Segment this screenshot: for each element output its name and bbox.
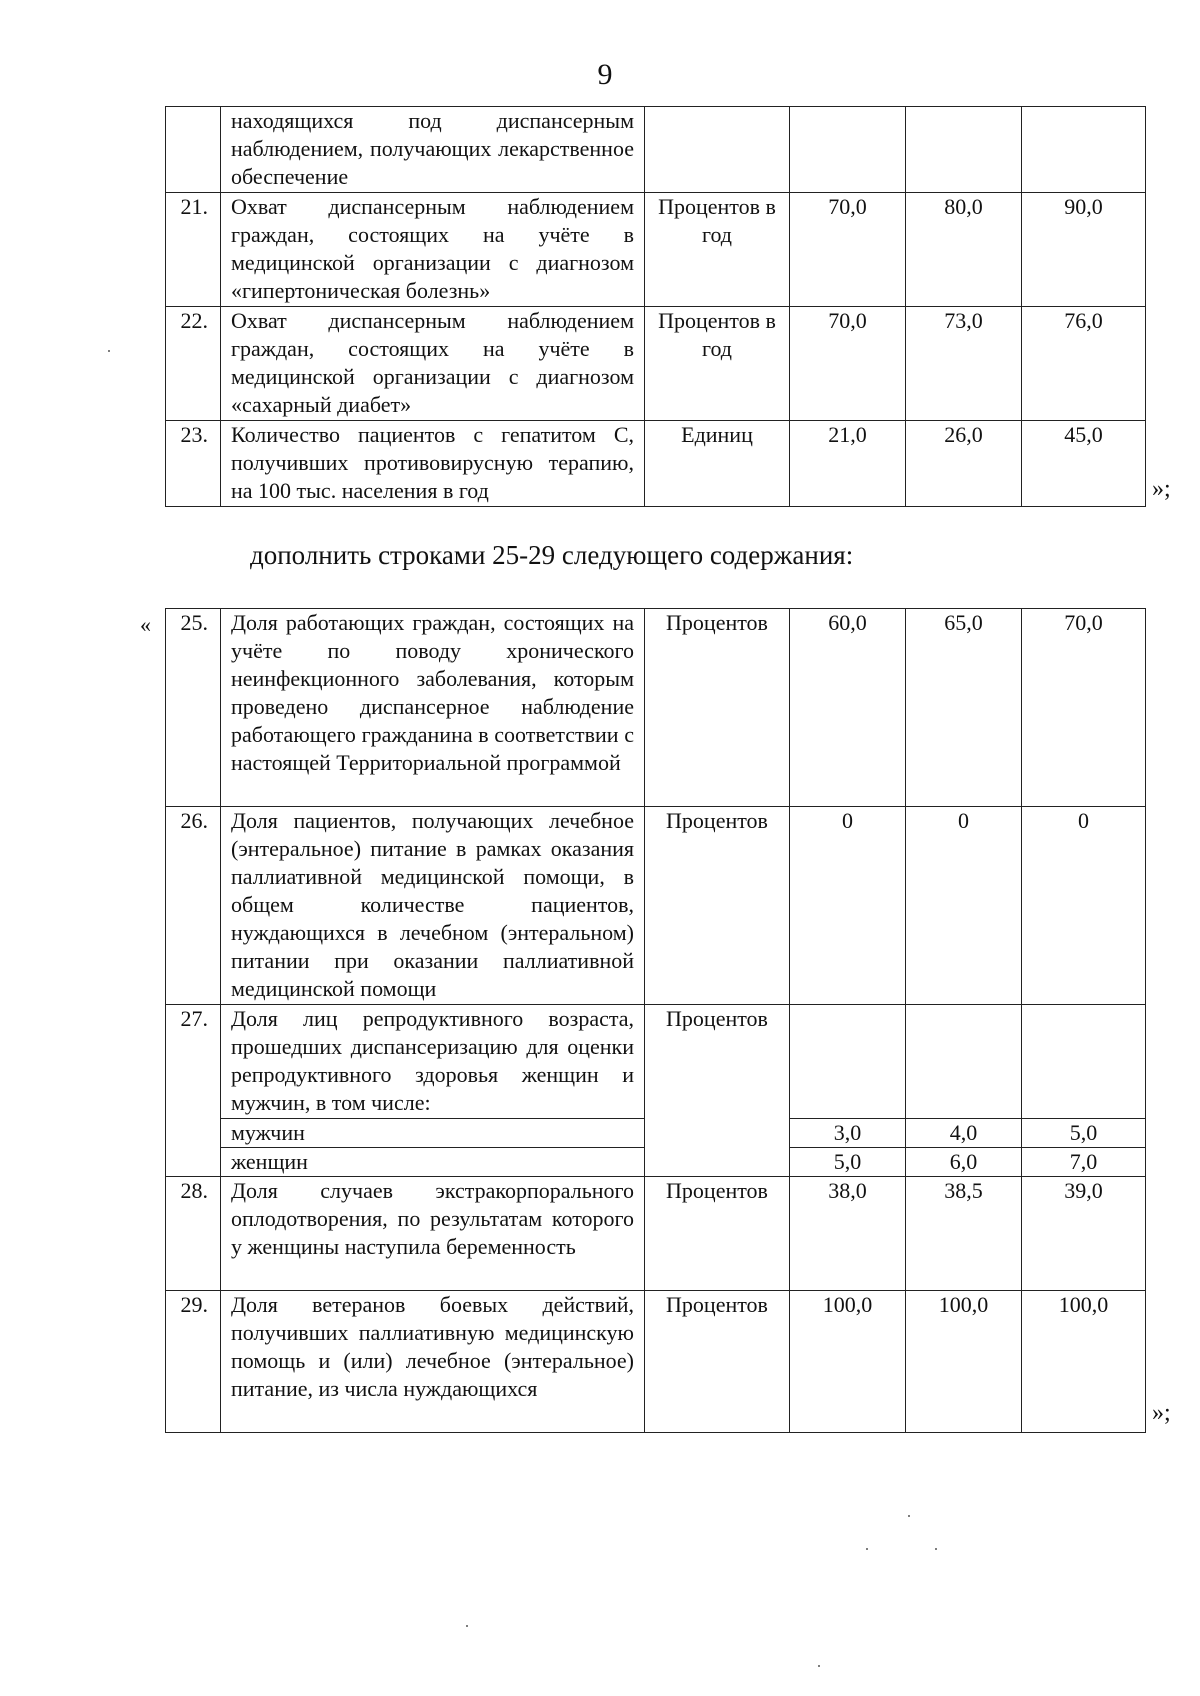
table-row <box>166 807 1146 1005</box>
value-year-2: 38,5 <box>906 1177 1022 1291</box>
value-year-3: 70,0 <box>1022 609 1146 807</box>
value-year-1 <box>790 107 906 193</box>
table-row <box>166 307 1146 421</box>
closing-quote: »; <box>1152 1400 1171 1426</box>
indicators-table-additions <box>165 608 1146 1433</box>
unit: Процентов <box>645 1291 790 1433</box>
value-year-2: 6,0 <box>906 1148 1022 1177</box>
value-year-2: 26,0 <box>906 421 1022 507</box>
value-year-1: 70,0 <box>790 193 906 307</box>
row-number: 22. <box>166 307 221 421</box>
scan-speck <box>108 350 110 352</box>
value-year-2: 4,0 <box>906 1119 1022 1148</box>
value-year-3: 39,0 <box>1022 1177 1146 1291</box>
value-year-2: 100,0 <box>906 1291 1022 1433</box>
scan-speck <box>908 1515 910 1517</box>
value-year-3 <box>1022 1005 1146 1119</box>
unit: Процентов <box>645 1005 790 1177</box>
value-year-1: 21,0 <box>790 421 906 507</box>
subgroup-name: мужчин <box>221 1119 645 1148</box>
indicator-name: Доля пациентов, получающих лечебное (энтеральное) питание в рамках оказания паллиативной медицинской помощи, в общем количестве пациентов, нуждающихся в лечебном (энтеральном) питании при оказании паллиативной медицинской помощи <box>221 807 645 1005</box>
row-number: 25. <box>166 609 221 807</box>
row-number: 26. <box>166 807 221 1005</box>
scan-speck <box>935 1548 937 1550</box>
opening-quote: « <box>140 612 151 637</box>
unit: Единиц <box>645 421 790 507</box>
unit <box>645 107 790 193</box>
closing-quote: »; <box>1152 476 1171 502</box>
row-number: 23. <box>166 421 221 507</box>
value-year-3: 76,0 <box>1022 307 1146 421</box>
value-year-2 <box>906 107 1022 193</box>
scan-speck <box>466 1625 468 1627</box>
row-number: 21. <box>166 193 221 307</box>
row-number: 28. <box>166 1177 221 1291</box>
value-year-3: 5,0 <box>1022 1119 1146 1148</box>
indicator-name: Доля лиц репродуктивного возраста, прошедших диспансеризацию для оценки репродуктивного здоровья женщин и мужчин, в том числе: <box>221 1005 645 1119</box>
value-year-1: 60,0 <box>790 609 906 807</box>
value-year-1 <box>790 1005 906 1119</box>
indicator-name: Доля случаев экстракорпорального оплодотворения, по результатам которого у женщины наступила беременность <box>221 1177 645 1291</box>
unit: Процентов <box>645 807 790 1005</box>
value-year-3: 45,0 <box>1022 421 1146 507</box>
indicator-name: Охват диспансерным наблюдением граждан, состоящих на учёте в медицинской организации с диагнозом «сахарный диабет» <box>221 307 645 421</box>
unit: Процентов в год <box>645 307 790 421</box>
unit: Процентов в год <box>645 193 790 307</box>
page-number: 9 <box>597 58 613 91</box>
indicator-name: находящихся под диспансерным наблюдением, получающих лекарственное обеспечение <box>221 107 645 193</box>
table-row <box>166 1291 1146 1433</box>
value-year-3: 0 <box>1022 807 1146 1005</box>
row-number: 29. <box>166 1291 221 1433</box>
subgroup-name: женщин <box>221 1148 645 1177</box>
value-year-1: 70,0 <box>790 307 906 421</box>
row-number <box>166 107 221 193</box>
scan-speck <box>866 1548 868 1550</box>
indicator-name: Доля работающих граждан, состоящих на учёте по поводу хронического неинфекционного заболевания, которым проведено диспансерное наблюдение работающего гражданина в соответствии с настоящей Территориальной программой <box>221 609 645 807</box>
indicator-name: Доля ветеранов боевых действий, получивших паллиативную медицинскую помощь и (или) лечебное (энтеральное) питание, из числа нуждающихся <box>221 1291 645 1433</box>
indicator-name: Количество пациентов с гепатитом С, получивших противовирусную терапию, на 100 тыс. населения в год <box>221 421 645 507</box>
table-row <box>166 193 1146 307</box>
value-year-2: 73,0 <box>906 307 1022 421</box>
unit: Процентов <box>645 1177 790 1291</box>
value-year-2: 80,0 <box>906 193 1022 307</box>
value-year-1: 100,0 <box>790 1291 906 1433</box>
indicator-name: Охват диспансерным наблюдением граждан, состоящих на учёте в медицинской организации с диагнозом «гипертоническая болезнь» <box>221 193 645 307</box>
table-row <box>166 421 1146 507</box>
table-row <box>166 609 1146 807</box>
value-year-2 <box>906 1005 1022 1119</box>
table-row <box>166 1177 1146 1291</box>
value-year-1: 5,0 <box>790 1148 906 1177</box>
value-year-3: 100,0 <box>1022 1291 1146 1433</box>
table-row <box>166 107 1146 193</box>
value-year-2: 65,0 <box>906 609 1022 807</box>
value-year-3 <box>1022 107 1146 193</box>
scan-speck <box>818 1665 820 1667</box>
row-number: 27. <box>166 1005 221 1177</box>
indicators-table-continuation <box>165 106 1146 507</box>
value-year-3: 90,0 <box>1022 193 1146 307</box>
amendment-instruction: дополнить строками 25-29 следующего содержания: <box>250 540 854 570</box>
value-year-3: 7,0 <box>1022 1148 1146 1177</box>
value-year-1: 3,0 <box>790 1119 906 1148</box>
value-year-2: 0 <box>906 807 1022 1005</box>
value-year-1: 0 <box>790 807 906 1005</box>
table-row <box>166 1005 1146 1119</box>
unit: Процентов <box>645 609 790 807</box>
value-year-1: 38,0 <box>790 1177 906 1291</box>
